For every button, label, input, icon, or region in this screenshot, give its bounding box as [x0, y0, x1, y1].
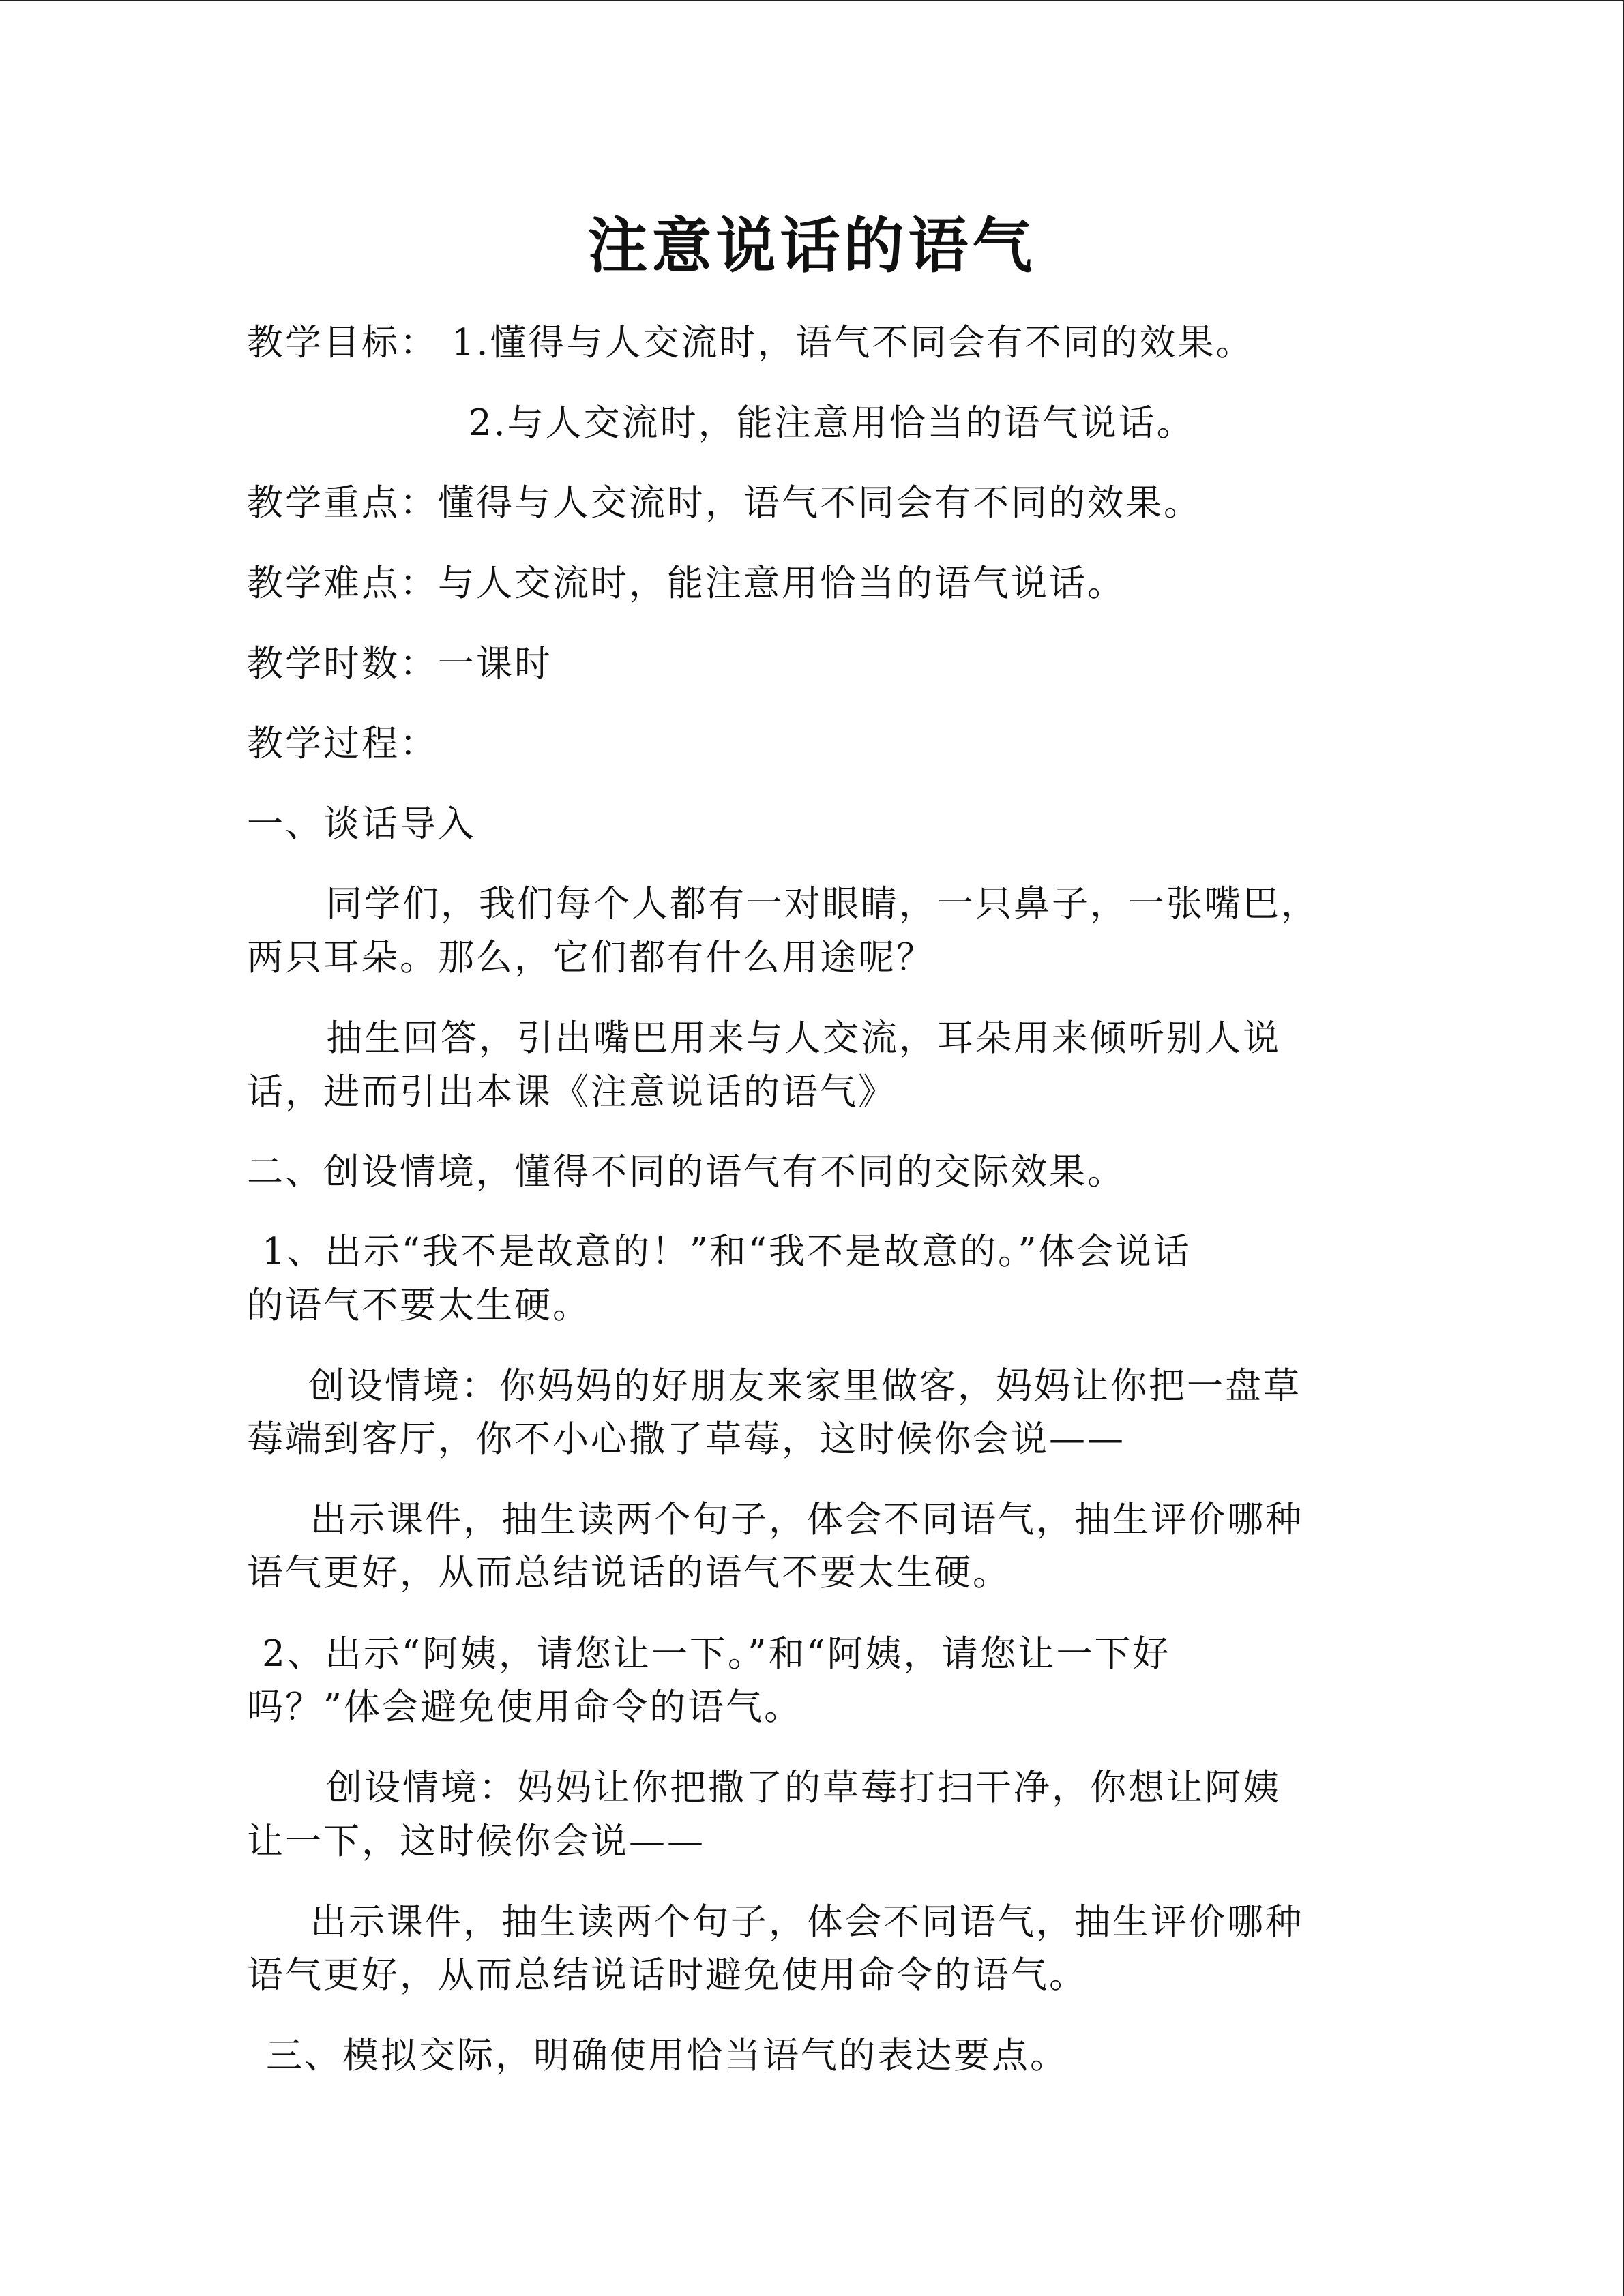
objective-line-1: 教学目标： 1.懂得与人交流时，语气不同会有不同的效果。 — [247, 322, 1254, 363]
paragraph-line: 吗？”体会避免使用命令的语气。 — [247, 1686, 803, 1728]
paragraph-line: 出示课件，抽生读两个句子，体会不同语气，抽生评价哪种 — [310, 1499, 1303, 1540]
class-hours-line: 教学时数：一课时 — [247, 643, 552, 685]
paragraph-line: 语气更好，从而总结说话的语气不要太生硬。 — [247, 1552, 1011, 1594]
section-1-heading: 一、谈话导入 — [247, 803, 476, 845]
difficulty-line: 教学难点：与人交流时，能注意用恰当的语气说话。 — [247, 563, 1125, 604]
document-title: 注意说话的语气 — [587, 210, 1037, 281]
paragraph-line: 1、出示“我不是故意的！”和“我不是故意的。”体会说话 — [262, 1231, 1192, 1272]
paragraph-line: 抽生回答，引出嘴巴用来与人交流，耳朵用来倾听别人说 — [326, 1017, 1281, 1059]
paragraph-line: 语气更好，从而总结说话时避免使用命令的语气。 — [247, 1954, 1087, 1996]
paragraph-line: 的语气不要太生硬。 — [247, 1285, 591, 1326]
paragraph-line: 让一下，这时候你会说—— — [247, 1821, 705, 1862]
paragraph-line: 莓端到客厅，你不小心撒了草莓，这时候你会说—— — [247, 1418, 1125, 1460]
paragraph-line: 2、出示“阿姨，请您让一下。”和“阿姨，请您让一下好 — [262, 1633, 1171, 1675]
paragraph-line: 两只耳朵。那么，它们都有什么用途呢？ — [247, 937, 934, 979]
key-point-line: 教学重点：懂得与人交流时，语气不同会有不同的效果。 — [247, 482, 1202, 524]
section-2-heading: 二、创设情境，懂得不同的语气有不同的交际效果。 — [247, 1151, 1125, 1193]
paragraph-line: 创设情境：你妈妈的好朋友来家里做客，妈妈让你把一盘草 — [308, 1365, 1301, 1407]
paragraph-line: 出示课件，抽生读两个句子，体会不同语气，抽生评价哪种 — [310, 1901, 1303, 1943]
paragraph-line: 同学们，我们每个人都有一对眼睛，一只鼻子，一张嘴巴， — [326, 883, 1319, 925]
objective-line-2: 2.与人交流时，能注意用恰当的语气说话。 — [469, 402, 1195, 444]
paragraph-line: 创设情境：妈妈让你把撒了的草莓打扫干净，你想让阿姨 — [326, 1767, 1281, 1808]
paragraph-line: 话，进而引出本课《注意说话的语气》 — [247, 1071, 896, 1113]
process-heading: 教学过程： — [247, 723, 438, 764]
section-3-heading: 三、模拟交际，明确使用恰当语气的表达要点。 — [266, 2035, 1068, 2076]
